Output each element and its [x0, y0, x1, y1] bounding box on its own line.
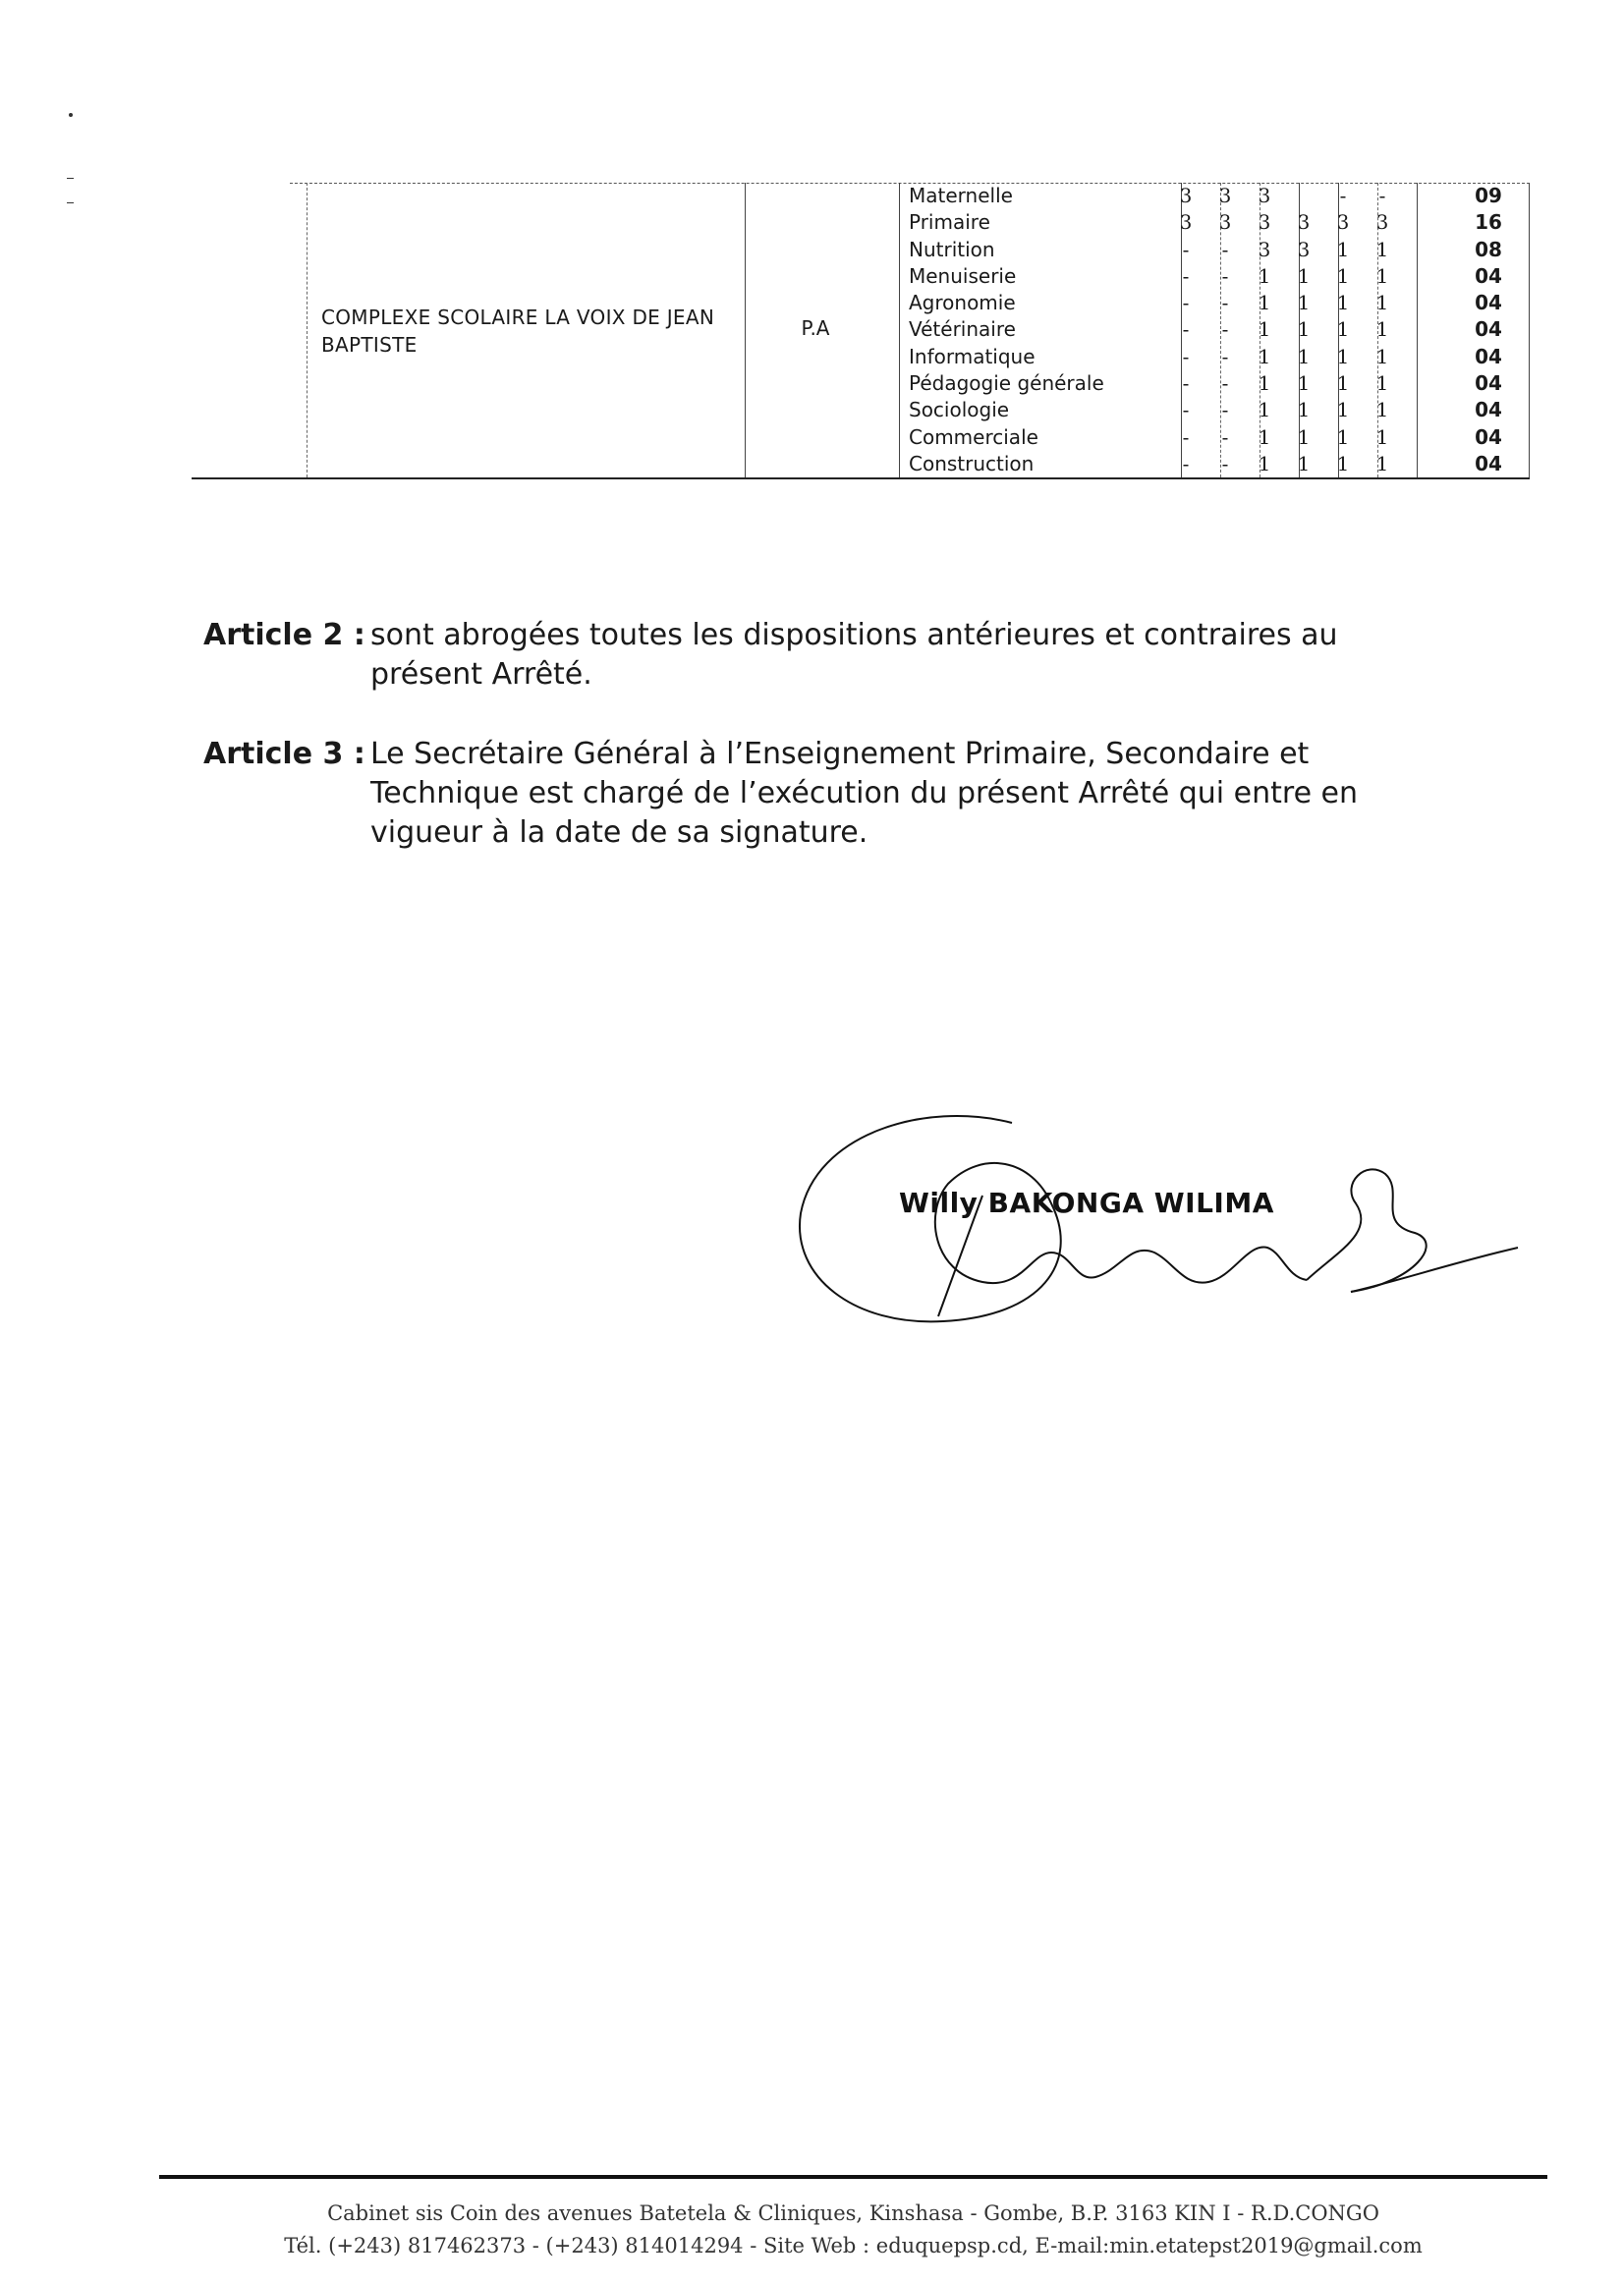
class-count-cell: - [1221, 371, 1229, 396]
class-count-cell: 3 [1297, 237, 1311, 261]
article-text: sont abrogées toutes les dispositions antérieures et contraires au présent Arrêté. [370, 618, 1338, 692]
class-count-cell: - [1339, 184, 1347, 207]
class-count-cell: 1 [1336, 424, 1350, 449]
class-count-cell: 1 [1336, 237, 1350, 261]
class-count-cell: - [1182, 263, 1190, 288]
article-3 [203, 735, 1451, 853]
class-count-cell: 3 [1218, 184, 1232, 207]
total-cell: 08 [1475, 237, 1502, 261]
class-count-cell: 1 [1258, 371, 1271, 396]
class-count-cell: - [1221, 237, 1229, 261]
option-name: Maternelle [909, 184, 1013, 207]
class-count-cell: 1 [1375, 237, 1389, 261]
total-cell: 04 [1475, 398, 1502, 422]
class-count-cell: 1 [1297, 263, 1311, 288]
class-count-cell: 3 [1258, 210, 1271, 235]
school-status: P.A [801, 316, 830, 340]
handwritten-signature [786, 1105, 1533, 1351]
table-row [909, 344, 1530, 370]
option-name: Construction [909, 451, 1035, 475]
class-count-cell: 1 [1336, 344, 1350, 368]
scan-speck [69, 113, 73, 117]
class-count-cell: - [1182, 317, 1190, 342]
table-row [909, 316, 1530, 343]
class-count-cell: - [1182, 344, 1190, 368]
class-count-cell: 1 [1336, 317, 1350, 342]
table-row [909, 237, 1530, 263]
class-count-cell: 3 [1297, 210, 1311, 235]
article-label: Article 2 : [203, 618, 365, 652]
class-count-cell: 1 [1258, 424, 1271, 449]
article-label: Article 3 : [203, 737, 365, 771]
class-count-cell: 1 [1297, 344, 1311, 368]
option-name: Commerciale [909, 424, 1038, 449]
class-count-cell: - [1221, 291, 1229, 315]
total-cell: 04 [1475, 344, 1502, 368]
scan-speck [67, 202, 74, 203]
class-count-cell: 1 [1336, 291, 1350, 315]
class-count-cell: 1 [1258, 451, 1271, 475]
class-count-cell: 1 [1375, 317, 1389, 342]
class-count-cell: 1 [1297, 371, 1311, 396]
article-2 [203, 616, 1451, 695]
class-count-cell: 1 [1258, 398, 1271, 422]
class-count-cell: 1 [1375, 371, 1389, 396]
footer-rule [159, 2175, 1547, 2179]
class-count-cell: 1 [1375, 398, 1389, 422]
table-row [909, 370, 1530, 397]
class-count-cell: 3 [1258, 184, 1271, 207]
class-count-cell: 1 [1375, 451, 1389, 475]
schools-table [192, 183, 1530, 477]
option-name: Vétérinaire [909, 317, 1016, 342]
table-bottom-rule [192, 477, 1530, 479]
table-col-divider [899, 183, 900, 477]
option-name: Nutrition [909, 237, 995, 261]
class-count-cell: - [1378, 184, 1386, 207]
class-count-cell: - [1182, 237, 1190, 261]
total-cell: 04 [1475, 317, 1502, 342]
footer-contact: Tél. (+243) 817462373 - (+243) 814014294 - Site Web : eduquepsp.cd, E-mail:min.etatepst2019@gmail.com [284, 2234, 1423, 2257]
class-count-cell: 3 [1179, 210, 1193, 235]
class-count-cell: - [1221, 344, 1229, 368]
class-count-cell: - [1182, 451, 1190, 475]
class-count-cell: 1 [1336, 263, 1350, 288]
class-count-cell: 1 [1375, 291, 1389, 315]
signatory-name: Willy BAKONGA WILIMA [899, 1187, 1274, 1219]
class-count-cell: - [1221, 398, 1229, 422]
class-count-cell: 1 [1297, 451, 1311, 475]
total-cell: 04 [1475, 291, 1502, 315]
total-cell: 04 [1475, 263, 1502, 288]
class-count-cell: 1 [1258, 291, 1271, 315]
class-count-cell: 3 [1218, 210, 1232, 235]
table-row [909, 183, 1530, 209]
class-count-cell: 1 [1297, 291, 1311, 315]
class-count-cell: 1 [1297, 317, 1311, 342]
table-col-divider [745, 183, 746, 477]
class-count-cell: 3 [1336, 210, 1350, 235]
table-row [909, 397, 1530, 423]
class-count-cell: 3 [1179, 184, 1193, 207]
option-name: Primaire [909, 210, 990, 235]
class-count-cell: 1 [1336, 451, 1350, 475]
option-rows [909, 183, 1530, 477]
class-count-cell: 1 [1297, 398, 1311, 422]
class-count-cell: 1 [1336, 371, 1350, 396]
school-name: COMPLEXE SCOLAIRE LA VOIX DE JEAN BAPTISTE [321, 306, 715, 357]
class-count-cell: - [1221, 424, 1229, 449]
option-name: Pédagogie générale [909, 371, 1104, 396]
class-count-cell: 3 [1375, 210, 1389, 235]
table-row [909, 290, 1530, 316]
scan-speck [67, 178, 74, 179]
class-count-cell: - [1182, 424, 1190, 449]
table-row [909, 451, 1530, 477]
option-name: Agronomie [909, 291, 1016, 315]
class-count-cell: - [1221, 263, 1229, 288]
total-cell: 09 [1475, 184, 1502, 207]
class-count-cell: 1 [1258, 344, 1271, 368]
class-count-cell: 1 [1375, 263, 1389, 288]
table-left-border [307, 183, 308, 477]
class-count-cell: 1 [1336, 398, 1350, 422]
option-name: Informatique [909, 344, 1036, 368]
class-count-cell: - [1221, 317, 1229, 342]
total-cell: 04 [1475, 371, 1502, 396]
article-text: Le Secrétaire Général à l’Enseignement Primaire, Secondaire et Technique est chargé de l’exécution du présent Arrêté qui entre en vigueur à la date de sa signature. [370, 737, 1359, 850]
table-row [909, 263, 1530, 290]
class-count-cell: - [1182, 291, 1190, 315]
option-name: Menuiserie [909, 263, 1017, 288]
class-count-cell: 3 [1258, 237, 1271, 261]
footer-address: Cabinet sis Coin des avenues Batetela & Cliniques, Kinshasa - Gombe, B.P. 3163 KIN I - R.D.CONGO [327, 2201, 1379, 2225]
class-count-cell: 1 [1375, 344, 1389, 368]
class-count-cell: 1 [1258, 263, 1271, 288]
class-count-cell: - [1182, 371, 1190, 396]
class-count-cell: 1 [1375, 424, 1389, 449]
class-count-cell: 1 [1258, 317, 1271, 342]
class-count-cell: - [1182, 398, 1190, 422]
class-count-cell: - [1221, 451, 1229, 475]
table-row [909, 424, 1530, 451]
total-cell: 16 [1475, 210, 1502, 235]
table-row [909, 209, 1530, 236]
option-name: Sociologie [909, 398, 1010, 422]
total-cell: 04 [1475, 451, 1502, 475]
total-cell: 04 [1475, 424, 1502, 449]
class-count-cell: 1 [1297, 424, 1311, 449]
